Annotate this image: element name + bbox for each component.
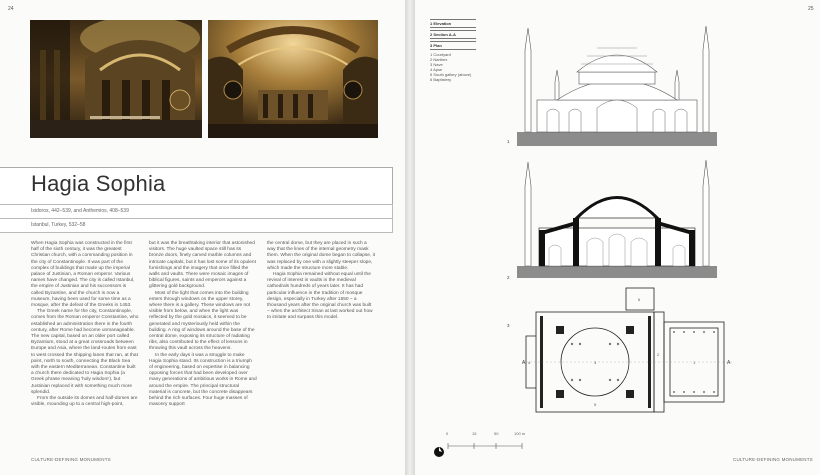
plan-label-courtyard: 1 — [693, 360, 696, 365]
scale-label: 100 m — [514, 431, 526, 436]
plan-label-nave: 3 — [594, 360, 597, 365]
scale-label: 50 — [494, 431, 499, 436]
plan-label-apse: 4 — [528, 360, 531, 365]
section-drawing — [517, 158, 717, 280]
location-line — [0, 218, 393, 233]
photo-interior-nave — [208, 20, 378, 138]
drawing-legend — [430, 19, 476, 82]
elevation-drawing — [517, 20, 717, 148]
paragraph: the central dome, but they are placed in such a way that the lines of the internal geometry mask them. When the original dome began to collapse, it was replaced by one with a slightly steeper slope, which made the structure more stable. — [267, 241, 375, 271]
text-column-2 — [149, 241, 257, 408]
plan-label-narthex: 2 — [657, 352, 660, 357]
architects-text: Isidoros, 442–539, and Anthemios, 408–539 — [31, 208, 129, 214]
page-number-right: 25 — [808, 6, 814, 12]
legend-header: 2 Section A-A — [430, 30, 476, 39]
figure-number-1: 1 — [507, 139, 510, 144]
photo-interior-gallery — [30, 20, 202, 138]
page-number-left: 24 — [8, 6, 14, 12]
paragraph: The Greek name for the city, Constantinople, comes from the Roman emperor Constantine, who established an administration there in the fourth century, after Rome had become unmanageable. The new capital, based on an older port called Byzantium, stood at a great crossroads between Europe and Asia, where the land-routes from east to west crossed the shipping lanes that ran, at that point, north to south, connecting the Black Sea with the eastern Mediterranean. Constantine built a church there dedicated to Hagia Sophia (a Greek phrase meaning 'holy wisdom'), but Justinian replaced it with something much more splendid. — [31, 309, 139, 395]
legend-item: 4 Apse — [430, 67, 443, 72]
paragraph: Hagia Sophia remained without equal until the revival of interest in vaults in the medieval cathedrals hundreds of years later. It has had particular influence in the tradition of mosque design, especially in Turkey after 1550 – a thousand years after the original church was built – when the architect Sinan at last worked out how to imitate and surpass this model. — [267, 272, 373, 321]
legend-item: 5 South gallery (above) — [430, 72, 472, 77]
paragraph: When Hagia Sophia was constructed in the first half of the sixth century, it was the greatest Christian church, with a commanding position in the city of Constantinople. It was part of the complex of buildings that made up the imperial palace of Justinian, a Roman emperor. Various names have changed. The city is called Istanbul, the empire of Justinian and his successors is called Byzantine, and the church is now a museum, having been used for some time as a mosque, after the defeat of the Greeks in 1453. — [31, 241, 135, 309]
plan-label-gallery: 5 — [594, 402, 597, 407]
footer-left: CULTURE-DEFINING MONUMENTS — [31, 457, 111, 462]
legend-header: 3 Plan — [430, 41, 476, 50]
scale-label: 15 — [472, 431, 477, 436]
figure-number-3: 3 — [507, 323, 510, 328]
scale-bar — [434, 440, 524, 460]
section-marker-right: A — [727, 360, 731, 366]
paragraph: In the early days it was a struggle to make Hagia Sophia stand. Its construction is a triumph of engineering, based on expertise in balancing opposing forces that had been developed over many generations of ambitious works in Rome and around the empire. The principal structural material is concrete, but the concrete disappears behind the rich surfaces. Four huge masses of masonry support — [149, 352, 257, 408]
paragraph: Most of the light that comes into the building enters through windows on the upper storey, where there is a gallery. These windows are not visible from below, and when the light was reflected by the gold mosaics, it seemed to be generated and mysteriously held within the building. A ring of windows around the base of the central dome, exposing its structure of radiating ribs, also contributed to the effect of lessons in throwing this vault across the heavens. — [149, 290, 255, 352]
figure-number-2: 2 — [507, 275, 510, 280]
ground-band — [517, 266, 717, 278]
book-gutter — [405, 0, 415, 475]
paragraph: From the outside its domes and half-domes are visible, mounding up to a central high-point, — [31, 396, 138, 408]
legend-item: 2 Narthex — [430, 57, 448, 62]
legend-item: 3 Nave — [430, 62, 443, 67]
ground-band — [517, 132, 717, 146]
section-marker-left: A — [522, 360, 526, 366]
text-column-3 — [267, 241, 375, 322]
architects-line — [0, 204, 393, 219]
left-page — [0, 0, 405, 475]
footer-right: CULTURE-DEFINING MONUMENTS — [733, 457, 813, 462]
plan-drawing — [522, 286, 732, 422]
page-title: Hagia Sophia — [31, 171, 166, 196]
paragraph: but it was the breathtaking interior that astonished visitors. The huge vaulted space still has its bronze doors, finely carved marble columns and intricate capitals, but it has lost some of its opulent furnishings and the imagery that once filled the walls and vaults. There were mosaic images of biblical figures, saints and emperors against a glittering gold background. — [149, 241, 256, 290]
legend-item: 1 Courtyard — [430, 52, 451, 57]
plan-label-baptistery: 6 — [638, 297, 641, 302]
legend-item: 6 Baptistery — [430, 77, 452, 82]
scale-label: 0 — [446, 431, 449, 436]
text-column-1 — [31, 241, 139, 408]
location-text: Istanbul, Turkey, 532–58 — [31, 222, 86, 228]
legend-header: 1 Elevation — [430, 19, 476, 28]
